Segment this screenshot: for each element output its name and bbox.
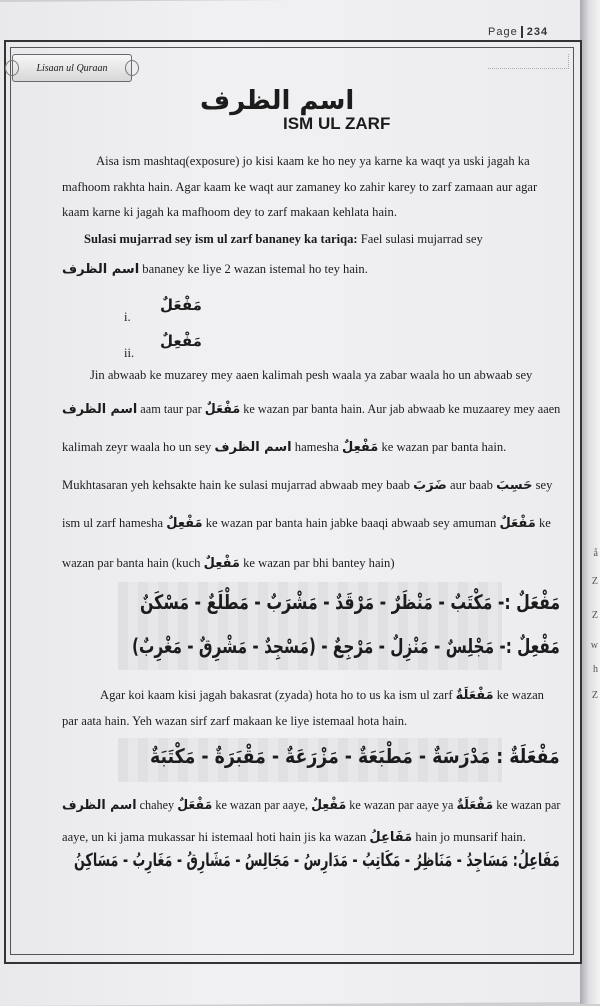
para3-text: aam taur par [137,402,205,416]
para3-text: ism ul zarf hamesha [62,516,167,530]
arabic-term: مَفْعِلٌ [311,798,347,813]
example-line: مَفَاعِلُ: مَسَاجِدُ - مَنَاظِرُ - مَكَاتِبُ - مَدَارِسُ - مَجَالِسُ - مَشَارِقُ - مَغَارِبُ - مَسَاكِنُ [74,850,560,871]
arabic-term: مَفْعِلٌ [341,440,379,455]
arabic-term: مَفْعِلٌ [203,556,240,571]
arabic-term: مَفْعَلٌ [204,402,241,417]
margin-letter: å [593,548,598,559]
para4-line: par aata hain. Yeh wazan sirf zarf makaan ke liye istemaal hota hain. [62,714,408,728]
para3-text: kalimah zeyr waala ho un sey [62,440,215,454]
para3-text: wazan par banta hain (kuch [62,556,204,570]
para5-text: aaye, un ki jama mukassar hi istemaal hoti hain jis ka wazan [62,830,370,844]
para2-line [84,232,483,247]
para2-text: Fael sulasi mujarrad sey [357,232,483,246]
arabic-term: اسم الظرف [62,402,138,417]
arabic-term: مَفْعِلٌ [166,516,203,531]
arabic-term: اسم الظرف [214,440,292,455]
para3-line [62,478,552,493]
title-english: ISM UL ZARF [283,114,391,133]
list-item-arabic: مَفْعِلٌ [160,332,202,350]
next-page-edge [580,0,600,1004]
corner-ornament [488,54,569,69]
arabic-term: اسم الظرف [62,262,140,277]
para3-text: aur baab [446,478,497,492]
para3-text: ke wazan par banta hain jabke baaqi abwaab sey amuman [202,516,500,530]
arabic-term: مَفْعَلٌ [177,798,213,813]
list-item-num: i. [124,310,131,324]
arabic-term: حَسِبَ [496,478,533,493]
logo-text: Lisaan ul Quraan [36,62,108,74]
page-label: Page [488,26,518,38]
book-logo [12,54,132,82]
example-line: مَفْعَلٌ :- مَكْتَبٌ - مَنْظَرٌ - مَرْقَدٌ - مَشْرَبٌ - مَطْلَعٌ - مَسْكَنٌ [140,590,561,614]
para4-text: ke wazan [493,688,544,702]
example-line: مَفْعِلٌ :- مَجْلِسٌ - مَنْزِلٌ - مَرْجِعٌ - (مَسْجِدٌ - مَشْرِقٌ - مَغْرِبٌ) [132,634,560,658]
margin-letter: h [593,664,598,675]
para3-text: Mukhtasaran yeh kehsakte hain ke sulasi mujarrad abwaab mey baab [62,478,414,492]
para1-line: kaam karne ki jagah ka mafhoom dey to zarf makaan kehlata hain. [62,205,397,219]
para2-line [62,262,368,277]
arabic-term: ضَرَبَ [413,478,447,493]
margin-letter: w [590,640,598,651]
para3-text: hamesha [291,440,342,454]
para3-text: ke wazan par banta hain. Aur jab abwaab ke muzaarey mey aaen [240,402,561,416]
para4-text: Agar koi kaam kisi jagah bakasrat (zyada) hota ho to us ka ism ul zarf [100,688,456,702]
para5-text: hain jo munsarif hain. [412,830,526,844]
arabic-term: مَفْعَلَةٌ [456,798,494,813]
para5-text: ke wazan par aaye ya [346,798,457,812]
page-number-value: 234 [521,26,548,38]
page-number [488,26,548,38]
para5-line [62,830,526,845]
para2-bold: Sulasi mujarrad sey ism ul zarf bananey ka tariqa: [84,232,358,246]
para3-text: sey [532,478,553,492]
para4-line [100,688,544,703]
para5-line [62,798,560,813]
para3-text: ke wazan par banta hain. [378,440,507,454]
para3-line: Jin abwaab ke muzarey mey aaen kalimah pesh waala ya zabar waala ho un abwaab sey [90,368,533,382]
example-line: مَفْعَلَةٌ : مَدْرَسَةٌ - مَطْبَعَةٌ - مَزْرَعَةٌ - مَقْبَرَةٌ - مَكْتَبَةٌ [150,744,560,768]
arabic-term: اسم الظرف [62,798,137,813]
para2-text: bananey ke liye 2 wazan istemal ho tey hain. [139,262,368,276]
para3-line [62,556,395,571]
para5-text: ke wazan par [493,798,561,812]
arabic-term: مَفَاعِلُ [369,830,413,845]
para5-text: ke wazan par aaye, [212,798,312,812]
margin-letter: Z [591,610,598,621]
arabic-term: مَفْعَلٌ [499,516,536,531]
para1-line: Aisa ism mashtaq(exposure) jo kisi kaam ke ho ney ya karne ka waqt ya uski jagah ka [96,154,530,168]
para3-text: ke [535,516,551,530]
para3-line [62,516,551,531]
para1-line: mafhoom rakhta hain. Agar kaam ke waqt aur zamaney ko zahir karey to zarf zamaan aur agar [62,180,538,194]
para5-text: chahey [136,798,178,812]
margin-letter: Z [591,576,598,587]
margin-letter: Z [591,690,598,701]
para3-line [62,440,506,455]
para3-text: ke wazan par bhi bantey hain) [239,556,395,570]
list-item-arabic: مَفْعَلٌ [160,296,202,314]
para3-line [62,402,560,417]
title-arabic: اسم الظرف [200,86,355,116]
list-item-num: ii. [124,346,135,360]
arabic-term: مَفْعَلَةٌ [455,688,494,703]
